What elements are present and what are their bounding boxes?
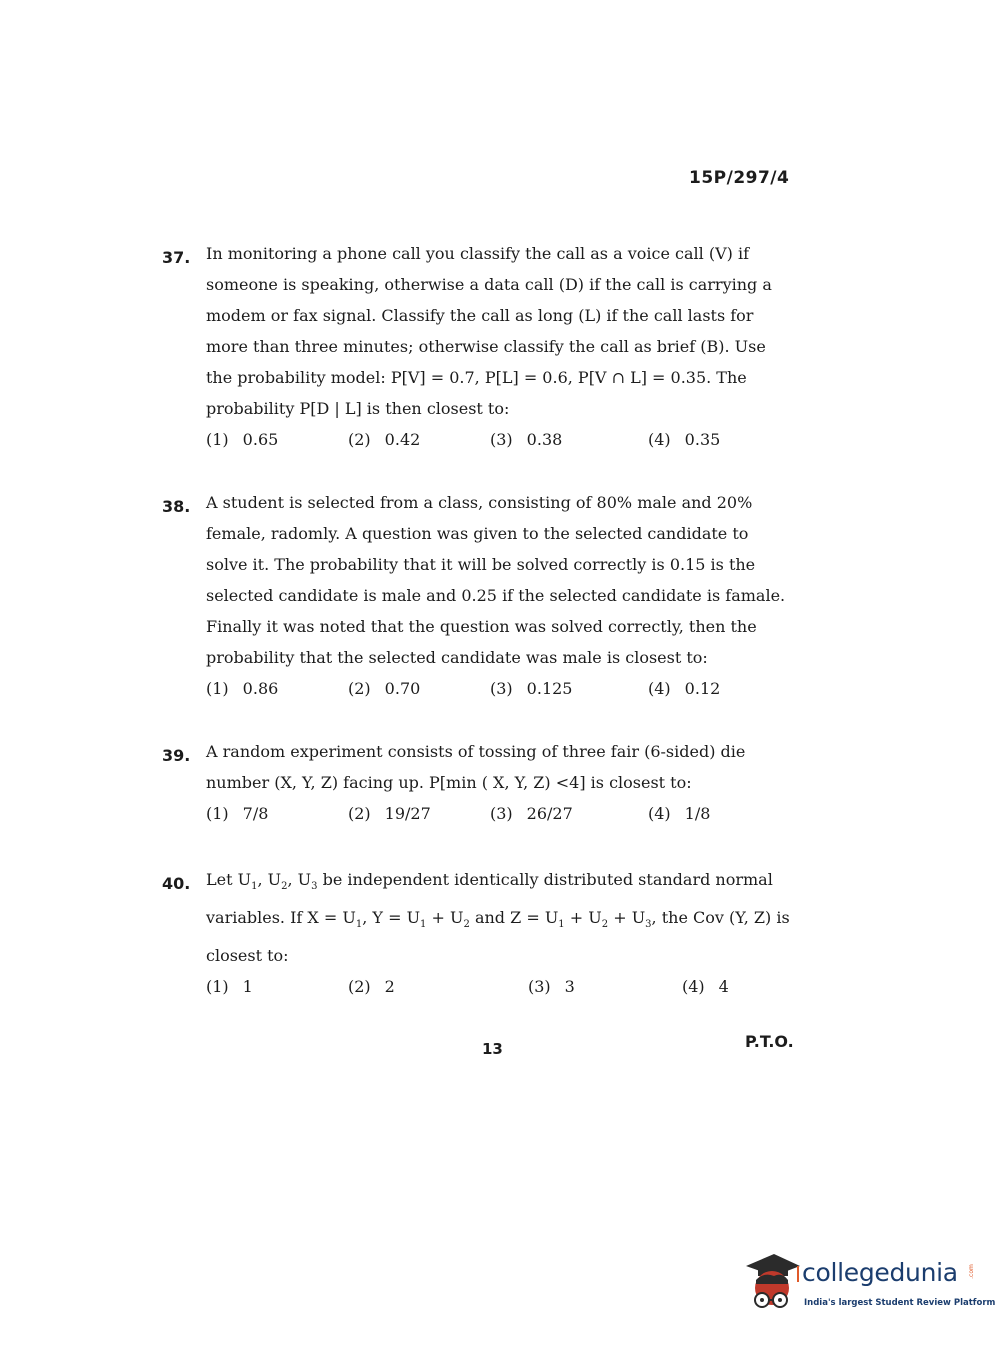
answer-options [206,977,802,1007]
question-text [206,487,802,673]
question-38 [162,487,802,709]
question-line: more than three minutes; otherwise classify the call as brief (B). Use [206,337,766,356]
question-number: 37. [162,248,191,267]
question-text [206,238,802,424]
option-4: (4) 4 [682,977,729,997]
option-1: (1) 0.65 [206,430,279,449]
question-line: modem or fax signal. Classify the call as long (L) if the call lasts for [206,306,754,325]
question-line: Let $U_1$, $U_2$, $U_3$ be independent identically distributed standard normal [206,870,773,893]
option-4: (4) 0.35 [648,430,721,449]
question-number: 38. [162,497,191,516]
option-1: (1) 7/8 [206,804,269,823]
logo-tagline: India's largest Student Review Platform [804,1298,996,1308]
option-3: (3) 0.38 [490,430,563,449]
answer-options [206,430,802,460]
answer-options [206,804,802,834]
option-1: (1) 1 [206,977,253,997]
option-2: (2) 2 [348,977,395,997]
question-line: someone is speaking, otherwise a data call (D) if the call is carrying a [206,275,772,294]
collegedunia-logo [740,1252,996,1322]
option-3: (3) 26/27 [490,804,573,823]
question-number: 40. [162,874,191,893]
pto-label: P.T.O. [745,1032,794,1051]
question-line: probability P[D | L] is then closest to: [206,399,510,418]
option-2: (2) 19/27 [348,804,431,823]
option-3: (3) 0.125 [490,679,573,698]
question-line: closest to: [206,946,289,966]
logo-com: .com [967,1264,975,1279]
option-2: (2) 0.42 [348,430,421,449]
option-1: (1) 0.86 [206,679,279,698]
question-number: 39. [162,746,191,765]
question-line: selected candidate is male and 0.25 if the selected candidate is famale. [206,586,786,605]
question-line: probability that the selected candidate was male is closest to: [206,648,708,667]
question-39 [162,736,802,834]
question-line: A random experiment consists of tossing of three fair (6-sided) die [206,742,746,761]
option-4: (4) 1/8 [648,804,711,823]
question-text [206,864,802,971]
question-line: the probability model: P[V] = 0.7, P[L] = 0.6, P[V ∩ L] = 0.35. The [206,368,747,387]
paper-code: 15P/297/4 [689,168,790,188]
question-line: Finally it was noted that the question was solved correctly, then the [206,617,757,636]
question-line: solve it. The probability that it will be solved correctly is 0.15 is the [206,555,756,574]
question-40 [162,864,802,1007]
question-line: In monitoring a phone call you classify the call as a voice call (V) if [206,244,750,263]
question-line: variables. If $X = U_1$, $Y = U_1 + U_2$ and $Z = U_1 + U_2 + U_3$, the Cov (Y, Z) is [206,908,790,931]
question-line: female, radomly. A question was given to the selected candidate to [206,524,749,543]
logo-wordmark: collegedunia [802,1258,958,1287]
question-line: number (X, Y, Z) facing up. P[min ( X, Y, Z) <4] is closest to: [206,773,692,792]
option-3: (3) 3 [528,977,575,997]
answer-options [206,679,802,709]
page-number: 13 [482,1040,503,1058]
question-37 [162,238,802,460]
question-text [206,736,802,798]
graduate-mascot-icon [740,1252,802,1316]
question-line: A student is selected from a class, consisting of 80% male and 20% [206,493,753,512]
option-2: (2) 0.70 [348,679,421,698]
option-4: (4) 0.12 [648,679,721,698]
